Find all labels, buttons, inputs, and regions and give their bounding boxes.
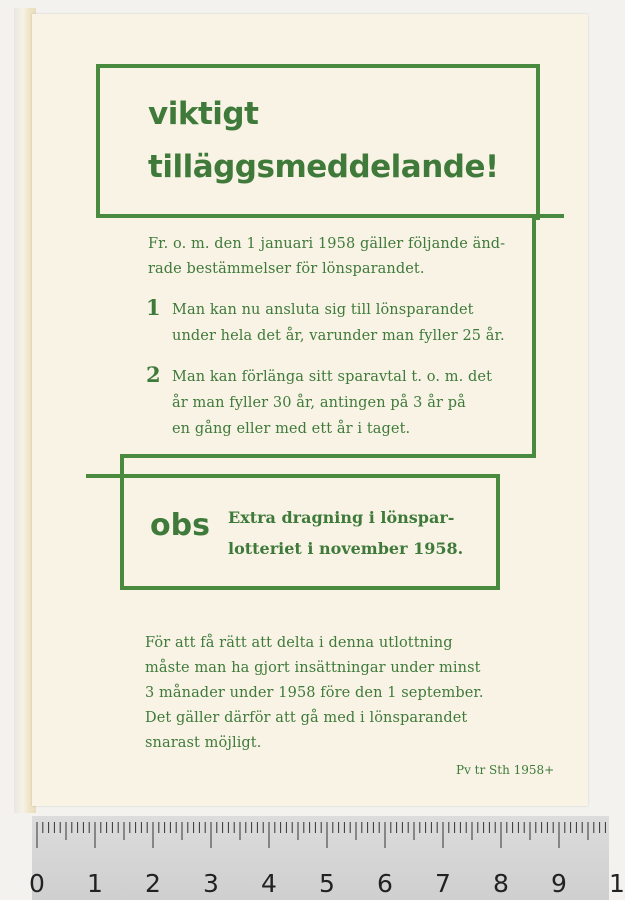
closing-line-1: För att få rätt att delta i denna utlottning	[145, 635, 453, 651]
ruler-number: 3	[203, 869, 219, 898]
ruler-number: 0	[29, 869, 45, 898]
heading-box-right	[536, 64, 540, 220]
obs-box-left	[120, 478, 124, 590]
obs-label: obs	[150, 508, 210, 543]
ruler-number: 6	[377, 869, 393, 898]
closing-line-3: 3 månader under 1958 före den 1 september.	[145, 685, 484, 701]
ruler-number: 1	[609, 869, 625, 898]
measuring-ruler	[29, 816, 625, 900]
closing-line-2: måste man ha gjort insättningar under minst	[145, 660, 481, 676]
point-2-line-2: år man fyller 30 år, antingen på 3 år på	[172, 395, 466, 411]
heading-box-top	[96, 64, 540, 68]
point-2-number: 2	[146, 362, 161, 387]
point-1-line-1: Man kan nu ansluta sig till lönsparandet	[172, 302, 474, 318]
intro-line-1: Fr. o. m. den 1 januari 1958 gäller följande änd-	[148, 236, 506, 252]
heading-line-1: viktigt	[148, 96, 259, 132]
middle-box-bottom	[120, 454, 536, 458]
ruler-number: 5	[319, 869, 335, 898]
obs-separator-line	[86, 474, 500, 478]
heading-box-bottom	[96, 214, 564, 218]
obs-box-bottom	[120, 586, 500, 590]
point-1-line-2: under hela det år, varunder man fyller 25 år.	[172, 328, 505, 344]
closing-line-4: Det gäller därför att gå med i lönsparandet	[145, 710, 468, 726]
ruler-number: 7	[435, 869, 451, 898]
intro-line-2: rade bestämmelser för lönsparandet.	[148, 261, 425, 277]
print-signature: Pv tr Sth 1958+	[456, 763, 555, 777]
obs-line-1: Extra dragning i lönspar-	[228, 508, 455, 527]
ruler-number: 9	[551, 869, 567, 898]
ruler-number: 4	[261, 869, 277, 898]
point-2-line-1: Man kan förlänga sitt sparavtal t. o. m. det	[172, 369, 492, 385]
obs-line-2: lotteriet i november 1958.	[228, 539, 464, 558]
heading-line-2: tilläggsmeddelande!	[148, 149, 499, 185]
ruler-number: 1	[87, 869, 103, 898]
closing-line-5: snarast möjligt.	[145, 735, 262, 751]
heading-box-left	[96, 64, 100, 216]
ruler-number: 8	[493, 869, 509, 898]
point-1-number: 1	[146, 295, 161, 320]
point-2-line-3: en gång eller med ett år i taget.	[172, 421, 411, 437]
ruler-number: 2	[145, 869, 161, 898]
obs-box-right	[496, 478, 500, 590]
middle-box-right	[532, 214, 536, 458]
